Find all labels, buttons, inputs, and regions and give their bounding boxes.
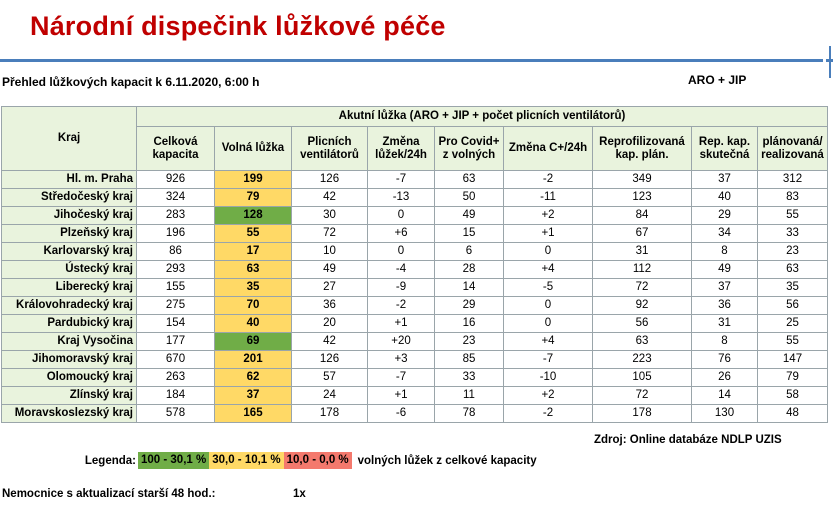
column-header-line: kap. plán. <box>615 148 669 161</box>
table-cell: 578 <box>137 405 215 423</box>
table-cell: 223 <box>593 351 692 369</box>
legend-text: volných lůžek z celkové kapacity <box>357 454 537 467</box>
region-name: Karlovarský kraj <box>2 243 137 261</box>
source-note: Zdroj: Online databáze NDLP UZIS <box>594 434 782 446</box>
free-beds-cell: 62 <box>215 369 292 387</box>
table-cell: 84 <box>593 207 692 225</box>
column-header-line: z volných <box>442 148 496 161</box>
column-header <box>368 127 435 171</box>
table-cell: 670 <box>137 351 215 369</box>
table-row <box>2 405 828 423</box>
table-cell: 56 <box>593 315 692 333</box>
table-cell: 11 <box>435 387 504 405</box>
column-header-line: ventilátorů <box>300 148 359 161</box>
table-cell: 48 <box>758 405 828 423</box>
free-beds-cell: 201 <box>215 351 292 369</box>
table-cell: 58 <box>758 387 828 405</box>
free-beds-cell: 37 <box>215 387 292 405</box>
table-cell: 0 <box>368 207 435 225</box>
table-cell: 0 <box>504 297 593 315</box>
table-cell: -7 <box>504 351 593 369</box>
table-cell: 57 <box>292 369 368 387</box>
table-cell: -7 <box>368 369 435 387</box>
table-cell: +1 <box>504 225 593 243</box>
table-cell: 926 <box>137 171 215 189</box>
table-cell: +2 <box>504 387 593 405</box>
column-header <box>137 127 215 171</box>
free-beds-cell: 69 <box>215 333 292 351</box>
table-cell: 79 <box>758 369 828 387</box>
table-cell: 72 <box>593 279 692 297</box>
table-cell: 6 <box>435 243 504 261</box>
column-header <box>215 127 292 171</box>
table-cell: 55 <box>758 207 828 225</box>
legend-red: 10,0 - 0,0 % <box>284 452 352 469</box>
column-header-line: Změna C+/24h <box>508 142 588 154</box>
free-beds-cell: 17 <box>215 243 292 261</box>
table-cell: 196 <box>137 225 215 243</box>
table-cell: 349 <box>593 171 692 189</box>
table-cell: -9 <box>368 279 435 297</box>
column-header-line: Celková <box>153 135 198 148</box>
table-cell: 123 <box>593 189 692 207</box>
table-cell: 24 <box>292 387 368 405</box>
table-cell: 50 <box>435 189 504 207</box>
header-accent-mark <box>829 46 831 78</box>
region-name: Jihočeský kraj <box>2 207 137 225</box>
scope-label: ARO + JIP <box>688 73 747 87</box>
column-header-line: realizovaná <box>761 148 824 161</box>
region-name: Kraj Vysočina <box>2 333 137 351</box>
table-cell: 76 <box>692 351 758 369</box>
table-cell: 63 <box>758 261 828 279</box>
table-cell: 36 <box>692 297 758 315</box>
table-cell: 177 <box>137 333 215 351</box>
table-cell: 178 <box>292 405 368 423</box>
table-cell: 85 <box>435 351 504 369</box>
outdated-hospitals-label: Nemocnice s aktualizací starší 48 hod.: <box>2 488 216 500</box>
table-cell: 0 <box>504 315 593 333</box>
table-cell: 56 <box>758 297 828 315</box>
table-cell: 14 <box>692 387 758 405</box>
capacity-table <box>1 106 828 423</box>
table-cell: 26 <box>692 369 758 387</box>
table-cell: +6 <box>368 225 435 243</box>
table-cell: 324 <box>137 189 215 207</box>
table-cell: 31 <box>593 243 692 261</box>
column-header <box>593 127 692 171</box>
table-cell: 112 <box>593 261 692 279</box>
table-cell: 78 <box>435 405 504 423</box>
table-cell: 49 <box>292 261 368 279</box>
outdated-hospitals-count: 1x <box>293 488 306 500</box>
legend-label: Legenda: <box>84 454 136 467</box>
free-beds-cell: 128 <box>215 207 292 225</box>
table-row <box>2 351 828 369</box>
table-cell: 42 <box>292 189 368 207</box>
free-beds-cell: 55 <box>215 225 292 243</box>
table-cell: 0 <box>368 243 435 261</box>
table-cell: +3 <box>368 351 435 369</box>
region-name: Ústecký kraj <box>2 261 137 279</box>
region-name: Moravskoslezský kraj <box>2 405 137 423</box>
table-cell: 10 <box>292 243 368 261</box>
page-title: Národní dispečink lůžkové péče <box>30 11 446 41</box>
table-cell: 37 <box>692 279 758 297</box>
column-header-line: Pro Covid+ <box>438 135 500 148</box>
table-cell: 293 <box>137 261 215 279</box>
table-cell: +20 <box>368 333 435 351</box>
table-cell: +2 <box>504 207 593 225</box>
region-name: Pardubický kraj <box>2 315 137 333</box>
table-cell: 92 <box>593 297 692 315</box>
table-cell: -6 <box>368 405 435 423</box>
column-header <box>292 127 368 171</box>
free-beds-cell: 199 <box>215 171 292 189</box>
table-cell: 72 <box>593 387 692 405</box>
column-header-line: Volná lůžka <box>221 142 285 154</box>
table-cell: 28 <box>435 261 504 279</box>
column-header-line: plánovaná/ <box>762 135 823 148</box>
region-name: Hl. m. Praha <box>2 171 137 189</box>
free-beds-cell: 79 <box>215 189 292 207</box>
table-cell: 37 <box>692 171 758 189</box>
table-cell: 42 <box>292 333 368 351</box>
table-cell: 86 <box>137 243 215 261</box>
free-beds-cell: 40 <box>215 315 292 333</box>
table-cell: 8 <box>692 243 758 261</box>
table-cell: 30 <box>292 207 368 225</box>
table-cell: 63 <box>593 333 692 351</box>
table-row <box>2 189 828 207</box>
table-row <box>2 225 828 243</box>
region-name: Liberecký kraj <box>2 279 137 297</box>
table-cell: -7 <box>368 171 435 189</box>
table-cell: 23 <box>758 243 828 261</box>
table-cell: 15 <box>435 225 504 243</box>
table-cell: -11 <box>504 189 593 207</box>
table-cell: 40 <box>692 189 758 207</box>
table-cell: 14 <box>435 279 504 297</box>
table-cell: 16 <box>435 315 504 333</box>
table-cell: +1 <box>368 315 435 333</box>
column-header <box>435 127 504 171</box>
table-cell: 27 <box>292 279 368 297</box>
table-cell: 49 <box>435 207 504 225</box>
header-divider <box>0 59 823 62</box>
region-name: Plzeňský kraj <box>2 225 137 243</box>
table-cell: 0 <box>504 243 593 261</box>
table-row <box>2 207 828 225</box>
table-cell: -5 <box>504 279 593 297</box>
table-cell: 83 <box>758 189 828 207</box>
table-cell: -2 <box>368 297 435 315</box>
column-header <box>692 127 758 171</box>
table-cell: -4 <box>368 261 435 279</box>
table-cell: 154 <box>137 315 215 333</box>
table-body <box>2 171 828 423</box>
table-row <box>2 387 828 405</box>
table-row <box>2 333 828 351</box>
table-row <box>2 315 828 333</box>
table-cell: 67 <box>593 225 692 243</box>
column-header <box>758 127 828 171</box>
legend-yellow: 30,0 - 10,1 % <box>209 452 283 469</box>
table-row <box>2 171 828 189</box>
table-row <box>2 297 828 315</box>
column-header-line: Rep. kap. <box>698 135 751 148</box>
table-cell: 275 <box>137 297 215 315</box>
table-cell: 105 <box>593 369 692 387</box>
table-cell: 33 <box>435 369 504 387</box>
table-row <box>2 279 828 297</box>
group-header: Akutní lůžka (ARO + JIP + počet plicních ventilátorů) <box>137 107 828 127</box>
column-header-line: kapacita <box>152 148 199 161</box>
region-name: Středočeský kraj <box>2 189 137 207</box>
table-cell: 49 <box>692 261 758 279</box>
table-cell: 72 <box>292 225 368 243</box>
table-cell: 8 <box>692 333 758 351</box>
table-cell: -13 <box>368 189 435 207</box>
table-cell: 33 <box>758 225 828 243</box>
table-cell: 55 <box>758 333 828 351</box>
table-cell: 31 <box>692 315 758 333</box>
table-row <box>2 261 828 279</box>
report-subtitle: Přehled lůžkových kapacit k 6.11.2020, 6:00 h <box>2 75 260 89</box>
table-cell: 29 <box>692 207 758 225</box>
table-cell: 29 <box>435 297 504 315</box>
table-cell: 283 <box>137 207 215 225</box>
free-beds-cell: 63 <box>215 261 292 279</box>
column-header <box>504 127 593 171</box>
table-cell: 25 <box>758 315 828 333</box>
table-row <box>2 243 828 261</box>
table-cell: 36 <box>292 297 368 315</box>
table-cell: 263 <box>137 369 215 387</box>
table-cell: -10 <box>504 369 593 387</box>
table-cell: +4 <box>504 261 593 279</box>
table-cell: 130 <box>692 405 758 423</box>
table-cell: 126 <box>292 171 368 189</box>
table-cell: 312 <box>758 171 828 189</box>
table-cell: 184 <box>137 387 215 405</box>
legend-green: 100 - 30,1 % <box>138 452 209 469</box>
table-cell: 35 <box>758 279 828 297</box>
region-name: Královohradecký kraj <box>2 297 137 315</box>
table-cell: 147 <box>758 351 828 369</box>
region-name: Zlínský kraj <box>2 387 137 405</box>
kraj-header: Kraj <box>2 107 137 171</box>
table-cell: 34 <box>692 225 758 243</box>
free-beds-cell: 35 <box>215 279 292 297</box>
free-beds-cell: 70 <box>215 297 292 315</box>
table-cell: 23 <box>435 333 504 351</box>
region-name: Jihomoravský kraj <box>2 351 137 369</box>
region-name: Olomoucký kraj <box>2 369 137 387</box>
table-cell: -2 <box>504 171 593 189</box>
legend <box>0 452 537 469</box>
table-cell: 155 <box>137 279 215 297</box>
table-cell: +4 <box>504 333 593 351</box>
table-row <box>2 369 828 387</box>
column-header-line: Změna <box>382 135 420 148</box>
column-header-line: skutečná <box>699 148 750 161</box>
column-header-line: Reprofilizovaná <box>599 135 685 148</box>
table-cell: 63 <box>435 171 504 189</box>
table-cell: 178 <box>593 405 692 423</box>
column-header-line: Plicních <box>307 135 352 148</box>
table-cell: -2 <box>504 405 593 423</box>
free-beds-cell: 165 <box>215 405 292 423</box>
table-cell: +1 <box>368 387 435 405</box>
table-cell: 20 <box>292 315 368 333</box>
table-cell: 126 <box>292 351 368 369</box>
column-header-line: lůžek/24h <box>375 148 427 161</box>
